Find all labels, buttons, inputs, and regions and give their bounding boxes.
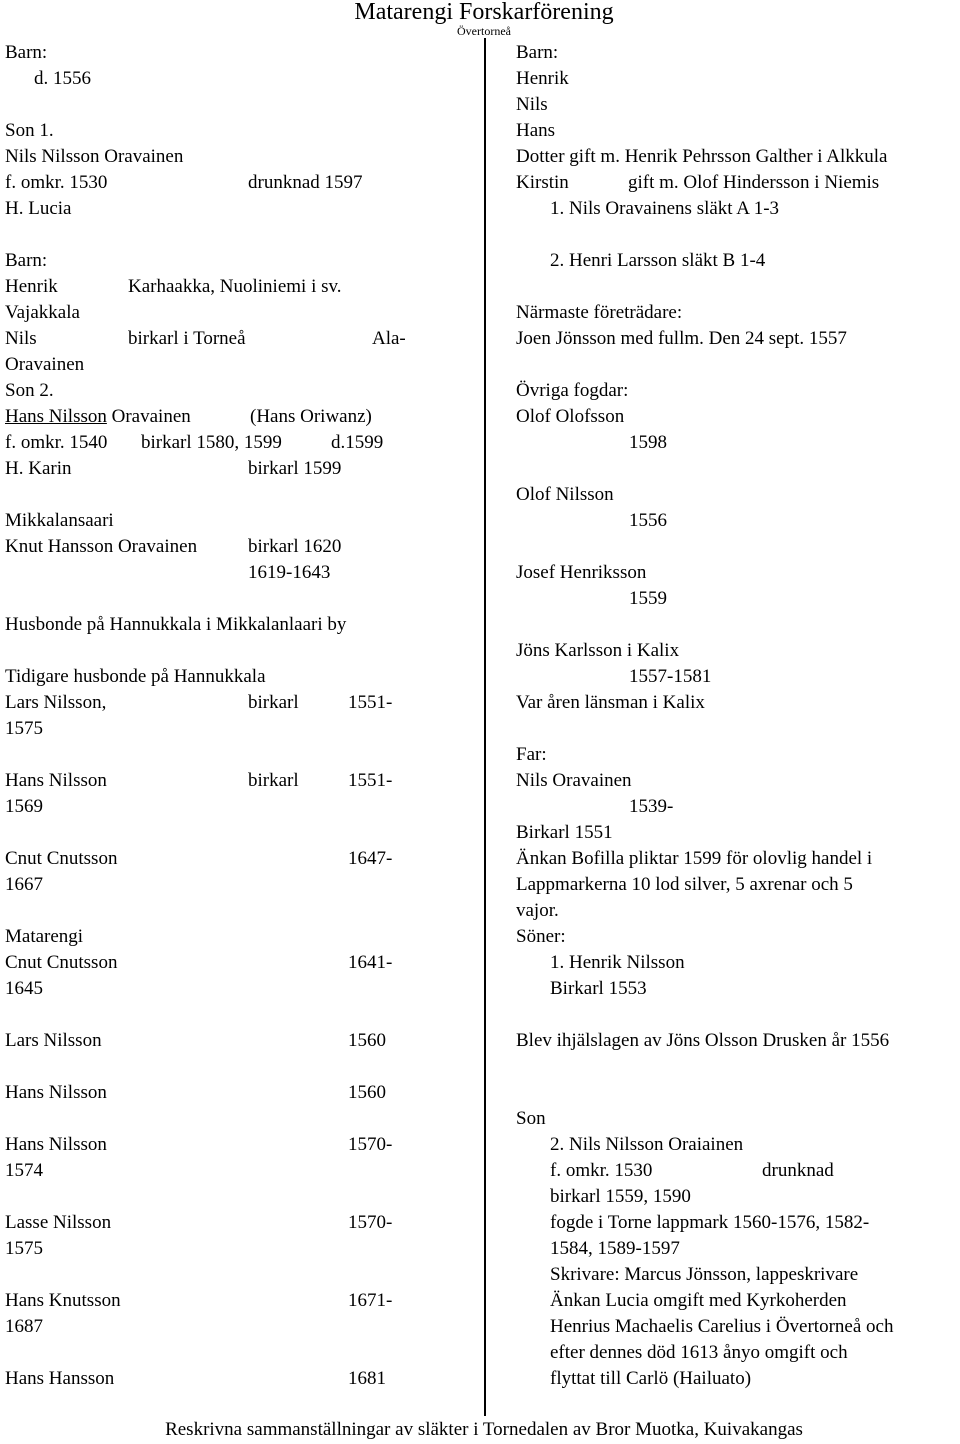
text-line: Tidigare husbonde på Hannukkala: [5, 666, 266, 687]
person-name: Cnut Cnutsson: [5, 848, 118, 869]
person-name: Lars Nilsson: [5, 1030, 102, 1051]
person-name: Oravainen: [111, 406, 191, 427]
text-line: 2. Nils Nilsson Oraiainen: [550, 1134, 744, 1155]
text-line: [5, 768, 425, 794]
text-line: 1645: [5, 978, 43, 999]
death-text: d.1599: [331, 432, 384, 453]
text-line: 1575: [5, 718, 43, 739]
birkarl-text: birkarl 1580, 1599: [141, 432, 282, 453]
text-line: Nils: [516, 94, 548, 115]
years-text: 1570-: [348, 1212, 393, 1233]
right-column: [516, 40, 960, 1392]
person-name: Cnut Cnutsson: [5, 952, 118, 973]
text-line: 1. Nils Oravainens släkt A 1-3: [550, 198, 780, 219]
text-line: Övriga fogdar:: [516, 380, 629, 401]
person-name: Lasse Nilsson: [5, 1212, 112, 1233]
marriage-text: gift m. Olof Hindersson i Niemis: [628, 172, 880, 193]
text-line: Birkarl 1551: [516, 822, 613, 843]
text-line: 1598: [629, 432, 667, 453]
text-line: [5, 690, 425, 716]
text-line: Nils Nilsson Oravainen: [5, 146, 184, 167]
text-line: [5, 274, 425, 300]
years-text: 1560: [348, 1030, 386, 1051]
text-line: Henrik: [516, 68, 569, 89]
text-line: [5, 326, 425, 352]
text-line: Oravainen: [5, 354, 85, 375]
years-text: 1671-: [348, 1290, 393, 1311]
text-line: Olof Olofsson: [516, 406, 625, 427]
birth-text: f. omkr. 1530: [5, 172, 108, 193]
text-line: Dotter gift m. Henrik Pehrsson Galther i Alkkula: [516, 146, 888, 167]
text-line: fogde i Torne lappmark 1560-1576, 1582-: [550, 1212, 870, 1233]
page-title: Matarengi Forskarförening: [354, 0, 614, 25]
text-line: [5, 1028, 425, 1054]
text-line: [5, 456, 425, 482]
child-name: Nils: [5, 328, 37, 349]
wife-text: H. Karin: [5, 458, 72, 479]
text-line: [5, 430, 425, 456]
person-name: Lars Nilsson,: [5, 692, 107, 713]
text-line: Hans: [516, 120, 556, 141]
child-role: birkarl i Torneå: [128, 328, 246, 349]
text-line: [5, 534, 425, 560]
text-line: 1539-: [629, 796, 674, 817]
text-line: Lappmarkerna 10 lod silver, 5 axrenar och 5: [516, 874, 853, 895]
text-line: H. Lucia: [5, 198, 72, 219]
text-line: [5, 1288, 425, 1314]
years-text: 1619-1643: [248, 562, 331, 583]
role-text: birkarl 1620: [248, 536, 342, 557]
years-text: 1560: [348, 1082, 386, 1103]
role-text: birkarl 1599: [248, 458, 342, 479]
text-line: Birkarl 1553: [550, 978, 647, 999]
text-line: Josef Henriksson: [516, 562, 647, 583]
page-footer: Reskrivna sammanställningar av släkter i Tornedalen av Bror Muotka, Kuivakangas: [165, 1419, 803, 1440]
years-text: 1551-: [348, 692, 393, 713]
text-line: Husbonde på Hannukkala i Mikkalanlaari by: [5, 614, 347, 635]
death-text: drunknad: [762, 1160, 834, 1181]
person-name: Hans Knutsson: [5, 1290, 121, 1311]
years-text: 1570-: [348, 1134, 393, 1155]
text-line: Blev ihjälslagen av Jöns Olsson Drusken år 1556: [516, 1030, 890, 1051]
child-name: Henrik: [5, 276, 58, 297]
text-line: vajor.: [516, 900, 559, 921]
years-text: 1647-: [348, 848, 393, 869]
text-line: 1574: [5, 1160, 43, 1181]
person-name: Hans Nilsson: [5, 1134, 107, 1155]
years-text: 1681: [348, 1368, 386, 1389]
text-line: Vajakkala: [5, 302, 80, 323]
text-line: 1667: [5, 874, 43, 895]
text-line: 1575: [5, 1238, 43, 1259]
child-place: Ala-: [372, 328, 406, 349]
text-line: Far:: [516, 744, 547, 765]
years-text: 1641-: [348, 952, 393, 973]
text-line: Var åren länsman i Kalix: [516, 692, 705, 713]
text-line: 1687: [5, 1316, 43, 1337]
person-name: Knut Hansson Oravainen: [5, 536, 198, 557]
text-line: Son 1.: [5, 120, 54, 141]
page-subtitle: Övertorneå: [457, 24, 511, 38]
text-line: 1. Henrik Nilsson: [550, 952, 685, 973]
text-line: Barn:: [5, 250, 48, 271]
text-line: Skrivare: Marcus Jönsson, lappeskrivare: [550, 1264, 859, 1285]
text-line: Jöns Karlsson i Kalix: [516, 640, 680, 661]
text-line: Henrius Machaelis Carelius i Övertorneå och: [550, 1316, 894, 1337]
death-text: drunknad 1597: [248, 172, 363, 193]
text-line: Barn:: [516, 42, 559, 63]
text-line: Söner:: [516, 926, 566, 947]
text-line: 1559: [629, 588, 667, 609]
birth-text: f. omkr. 1540: [5, 432, 108, 453]
text-line: [5, 404, 425, 430]
text-line: 1569: [5, 796, 43, 817]
role-text: birkarl: [248, 692, 299, 713]
child-place: Karhaakka, Nuoliniemi i sv.: [128, 276, 342, 297]
person-name: Hans Nilsson: [5, 770, 107, 791]
column-divider: [484, 38, 486, 1416]
text-line: [516, 170, 960, 196]
alias-text: (Hans Oriwanz): [250, 406, 372, 427]
text-line: 1556: [629, 510, 667, 531]
text-line: Barn:: [5, 42, 48, 63]
text-line: Änkan Bofilla pliktar 1599 för olovlig handel i: [516, 848, 873, 869]
text-line: Joen Jönsson med fullm. Den 24 sept. 1557: [516, 328, 847, 349]
person-name-underlined: Hans Nilsson: [5, 406, 107, 427]
text-line: Matarengi: [5, 926, 84, 947]
years-text: 1551-: [348, 770, 393, 791]
text-line: [5, 1132, 425, 1158]
text-line: [5, 846, 425, 872]
text-line: Olof Nilsson: [516, 484, 614, 505]
text-line: [5, 1210, 425, 1236]
text-line: 1557-1581: [629, 666, 712, 687]
text-line: [5, 1080, 425, 1106]
text-line: d. 1556: [34, 68, 91, 89]
text-line: 1584, 1589-1597: [550, 1238, 680, 1259]
text-line: [5, 950, 425, 976]
text-line: flyttat till Carlö (Hailuato): [550, 1368, 752, 1389]
text-line: [5, 560, 425, 586]
birth-text: f. omkr. 1530: [550, 1160, 653, 1181]
text-line: [516, 1158, 960, 1184]
person-name: Kirstin: [516, 172, 569, 193]
text-line: birkarl 1559, 1590: [550, 1186, 691, 1207]
person-name: Hans Hansson: [5, 1368, 115, 1389]
role-text: birkarl: [248, 770, 299, 791]
text-line: Närmaste företrädare:: [516, 302, 683, 323]
text-line: [5, 1366, 425, 1392]
left-column: [5, 40, 425, 1392]
text-line: [5, 170, 425, 196]
text-line: Änkan Lucia omgift med Kyrkoherden: [550, 1290, 847, 1311]
text-line: Mikkalansaari: [5, 510, 114, 531]
text-line: Nils Oravainen: [516, 770, 632, 791]
text-line: Son: [516, 1108, 546, 1129]
text-line: efter dennes död 1613 ånyo omgift och: [550, 1342, 848, 1363]
person-name: Hans Nilsson: [5, 1082, 107, 1103]
text-line: 2. Henri Larsson släkt B 1-4: [550, 250, 766, 271]
text-line: Son 2.: [5, 380, 54, 401]
